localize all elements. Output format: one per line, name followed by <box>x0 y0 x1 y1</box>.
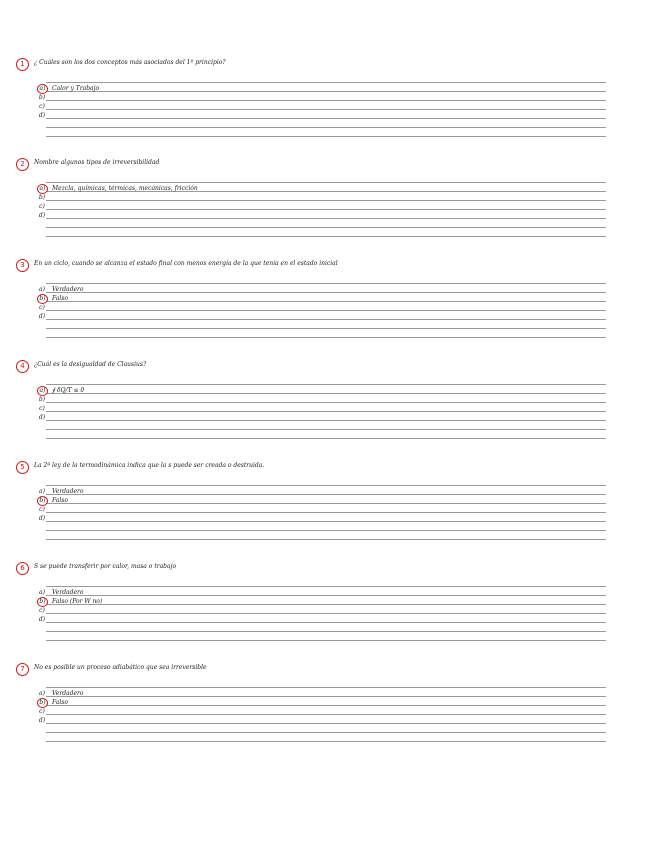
option-label: d) <box>38 313 46 320</box>
question-block <box>0 158 656 254</box>
answer-line <box>46 411 606 412</box>
answer-line <box>46 236 606 237</box>
handwritten-answer: Falso <box>52 497 68 504</box>
question-number: 3 <box>16 259 29 272</box>
question-text: La 2ª ley de la termodinámica indica que la s puede ser creada o destruida. <box>34 462 265 469</box>
answer-line <box>46 429 606 430</box>
question-text: ¿Cuál es la desigualdad de Clausius? <box>34 361 147 368</box>
option-label: a) <box>37 386 48 396</box>
answer-line <box>46 714 606 715</box>
answer-line <box>46 227 606 228</box>
option-label: b) <box>37 496 48 506</box>
question-number: 6 <box>16 562 29 575</box>
answer-line <box>46 292 606 293</box>
option-label: c) <box>39 203 45 210</box>
answer-line <box>46 283 606 284</box>
option-label: a) <box>39 488 45 495</box>
answer-line <box>46 705 606 706</box>
question-block <box>0 562 656 658</box>
handwritten-answer: Verdadero <box>52 589 84 596</box>
answer-line <box>46 91 606 92</box>
question-text: Nombre algunos tipos de irreversibilidad <box>34 159 160 166</box>
answer-line <box>46 109 606 110</box>
answer-line <box>46 100 606 101</box>
option-label: b) <box>37 698 48 708</box>
handwritten-answer: Verdadero <box>52 286 84 293</box>
option-label: a) <box>39 690 45 697</box>
option-label: b) <box>37 597 48 607</box>
answer-line <box>46 402 606 403</box>
option-label: b) <box>38 194 46 201</box>
answer-line <box>46 310 606 311</box>
question-text: S se puede transferir por calor, masa o trabajo <box>34 563 177 570</box>
option-label: a) <box>39 589 45 596</box>
option-label: c) <box>39 607 45 614</box>
option-label: a) <box>39 286 45 293</box>
answer-line <box>46 604 606 605</box>
option-label: b) <box>38 396 46 403</box>
answer-line <box>46 687 606 688</box>
answer-line <box>46 182 606 183</box>
question-block <box>0 663 656 759</box>
answer-line <box>46 732 606 733</box>
handwritten-answer: Falso <box>52 295 68 302</box>
option-label: c) <box>39 103 45 110</box>
answer-line <box>46 319 606 320</box>
answer-line <box>46 741 606 742</box>
question-text: En un ciclo, cuando se alcanza el estado final con menos energía de la que tenía en el estado inicial <box>34 260 338 267</box>
answer-line <box>46 420 606 421</box>
option-label: d) <box>38 212 46 219</box>
answer-line <box>46 696 606 697</box>
handwritten-answer: Falso (Por W no) <box>52 598 103 605</box>
question-number: 5 <box>16 461 29 474</box>
handwritten-answer: ∮ δQ/T ≤ 0 <box>52 387 85 394</box>
option-label: b) <box>37 294 48 304</box>
answer-line <box>46 438 606 439</box>
answer-line <box>46 218 606 219</box>
handwritten-answer: Verdadero <box>52 488 84 495</box>
answer-line <box>46 384 606 385</box>
question-block <box>0 259 656 355</box>
option-label: a) <box>37 184 48 194</box>
question-text: No es posible un proceso adiabático que sea irreversible <box>34 664 207 671</box>
answer-line <box>46 485 606 486</box>
answer-line <box>46 301 606 302</box>
answer-line <box>46 622 606 623</box>
handwritten-answer: Falso <box>52 699 68 706</box>
option-label: d) <box>38 112 46 119</box>
question-block <box>0 360 656 456</box>
answer-line <box>46 640 606 641</box>
answer-line <box>46 586 606 587</box>
handwritten-answer: Mezcla, químicas, térmicas, mecánicas, fricción <box>52 185 198 192</box>
question-number: 1 <box>16 58 29 71</box>
question-number: 4 <box>16 360 29 373</box>
answer-line <box>46 539 606 540</box>
option-label: a) <box>37 84 48 94</box>
question-text: ¿ Cuáles son los dos conceptos más asociados del 1º principio? <box>34 59 226 66</box>
answer-line <box>46 503 606 504</box>
answer-line <box>46 595 606 596</box>
answer-line <box>46 530 606 531</box>
answer-line <box>46 613 606 614</box>
option-label: d) <box>38 717 46 724</box>
answer-line <box>46 631 606 632</box>
answer-line <box>46 209 606 210</box>
question-number: 7 <box>16 663 29 676</box>
option-label: c) <box>39 405 45 412</box>
option-label: d) <box>38 515 46 522</box>
answer-line <box>46 337 606 338</box>
question-block <box>0 461 656 557</box>
answer-line <box>46 118 606 119</box>
answer-line <box>46 200 606 201</box>
option-label: c) <box>39 506 45 513</box>
answer-line <box>46 723 606 724</box>
handwritten-answer: Verdadero <box>52 690 84 697</box>
answer-line <box>46 494 606 495</box>
option-label: b) <box>38 94 46 101</box>
answer-line <box>46 393 606 394</box>
answer-line <box>46 328 606 329</box>
option-label: c) <box>39 708 45 715</box>
answer-line <box>46 521 606 522</box>
option-label: d) <box>38 414 46 421</box>
question-number: 2 <box>16 158 29 171</box>
option-label: d) <box>38 616 46 623</box>
answer-line <box>46 136 606 137</box>
answer-line <box>46 127 606 128</box>
handwritten-answer: Calor y Trabajo <box>52 85 100 92</box>
question-block <box>0 58 656 154</box>
option-label: c) <box>39 304 45 311</box>
answer-line <box>46 512 606 513</box>
answer-line <box>46 82 606 83</box>
